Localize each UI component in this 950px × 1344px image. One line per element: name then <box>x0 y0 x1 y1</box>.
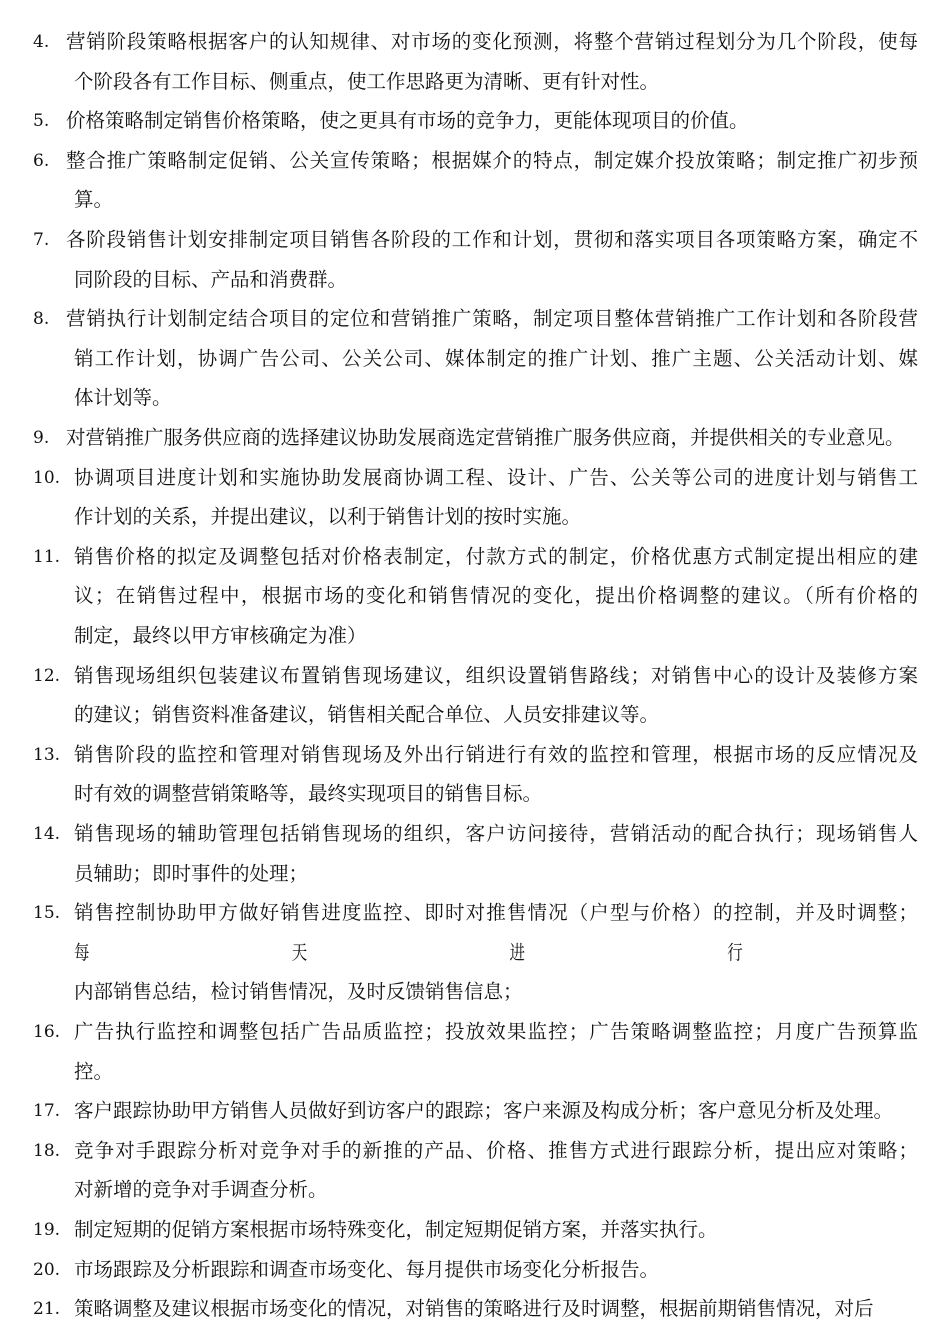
list-item-number: 20. <box>33 1259 61 1280</box>
list-item-text-line: 个阶段各有工作目标、侧重点，使工作思路更为清晰、更有针对性。 <box>74 69 660 93</box>
list-item-number: 21. <box>33 1299 61 1320</box>
list-item-text-line: 体计划等。 <box>74 386 172 410</box>
list-item-text-line: 营销阶段策略根据客户的认知规律、对市场的变化预测，将整个营销过程划分为几个阶段，使每 <box>66 30 919 53</box>
list-item-text-line: 内部销售总结，检讨销售情况，及时反馈销售信息； <box>74 980 523 1004</box>
list-item-number: 18. <box>33 1140 61 1161</box>
list-item-number: 19. <box>33 1220 61 1240</box>
list-item-text-line: 销售控制协助甲方做好销售进度监控、即时对推售情况（户型与价格）的控制，并及时调整； <box>74 901 920 925</box>
list-item-text-line: 对新增的竞争对手调查分析。 <box>74 1178 328 1202</box>
list-item-number: 6. <box>33 150 50 171</box>
list-item-text-line: 价格策略制定销售价格策略，使之更具有市场的竞争力，更能体现项目的价值。 <box>66 109 749 133</box>
list-item-number: 10. <box>33 467 61 488</box>
list-item-text-line: 客户跟踪协助甲方销售人员做好到访客户的跟踪；客户来源及构成分析；客户意见分析及处理。 <box>74 1099 894 1123</box>
list-item-number: 5. <box>33 111 50 132</box>
list-item-text-line: 协调项目进度计划和实施协助发展商协调工程、设计、广告、公关等公司的进度计划与销售工 <box>74 465 920 489</box>
list-item-text-line: 市场跟踪及分析跟踪和调查市场变化、每月提供市场变化分析报告。 <box>74 1257 660 1281</box>
list-item-text-line: 销售现场的辅助管理包括销售现场的组织，客户访问接待，营销活动的配合执行；现场销售人 <box>74 822 920 845</box>
list-item-number: 15. <box>33 903 61 924</box>
list-item-text-line: 时有效的调整营销策略等，最终实现项目的销售目标。 <box>74 782 543 806</box>
list-item-text-line: 竞争对手跟踪分析对竞争对手的新推的产品、价格、推售方式进行跟踪分析，提出应对策略； <box>74 1138 920 1162</box>
list-item-text-line: 议；在销售过程中，根据市场的变化和销售情况的变化，提出价格调整的建议。（所有价格的 <box>74 584 920 608</box>
list-item-number: 8. <box>33 309 50 330</box>
list-item-text-line: 销工作计划，协调广告公司、公关公司、媒体制定的推广计划、推广主题、公关活动计划、媒 <box>74 346 920 370</box>
list-item-number: 9. <box>33 428 50 448</box>
list-item-text-line: 整合推广策略制定促销、公关宣传策略；根据媒介的特点，制定媒介投放策略；制定推广初步预 <box>66 148 919 172</box>
list-item-text-line: 销售价格的拟定及调整包括对价格表制定，付款方式的制定，价格优惠方式制定提出相应的建 <box>74 544 920 568</box>
list-item-text-line: 员辅助；即时事件的处理； <box>74 861 309 885</box>
list-item-text-line: 各阶段销售计划安排制定项目销售各阶段的工作和计划，贯彻和落实项目各项策略方案，确定不 <box>66 228 919 251</box>
list-item-text-line: 销售阶段的监控和管理对销售现场及外出行销进行有效的监控和管理，根据市场的反应情况及 <box>74 742 920 766</box>
list-item-text-line: 营销执行计划制定结合项目的定位和营销推广策略，制定项目整体营销推广工作计划和各阶段营 <box>66 307 919 331</box>
list-item-number: 4. <box>33 32 50 52</box>
list-item-text-line: 的建议；销售资料准备建议，销售相关配合单位、人员安排建议等。 <box>74 703 660 727</box>
list-item-number: 13. <box>33 744 61 765</box>
list-item-text-line: 制定，最终以甲方审核确定为准） <box>74 624 367 647</box>
list-item-number: 7. <box>33 230 50 250</box>
list-item-text-line: 同阶段的目标、产品和消费群。 <box>74 267 348 291</box>
list-item-text-line: 控。 <box>74 1059 114 1083</box>
list-item-text-line: 算。 <box>74 188 114 212</box>
list-item-text-line: 广告执行监控和调整包括广告品质监控；投放效果监控；广告策略调整监控；月度广告预算监 <box>74 1020 920 1043</box>
list-item-text-line: 制定短期的促销方案根据市场特殊变化，制定短期促销方案，并落实执行。 <box>74 1218 718 1241</box>
list-item-number: 17. <box>33 1101 61 1122</box>
list-item-number: 12. <box>33 665 61 686</box>
list-item-number: 16. <box>33 1022 61 1042</box>
list-item-text-line: 销售现场组织包装建议布置销售现场建议，组织设置销售路线；对销售中心的设计及装修方案 <box>74 663 920 687</box>
list-item-text-line: 对营销推广服务供应商的选择建议协助发展商选定营销推广服务供应商，并提供相关的专业意见。 <box>66 426 905 449</box>
list-item-number: 11. <box>33 546 61 567</box>
list-item-text-line: 每天进行 <box>74 940 945 964</box>
list-item-number: 14. <box>33 824 61 844</box>
list-item-text-line: 作计划的关系，并提出建议，以利于销售计划的按时实施。 <box>74 505 582 529</box>
list-item-text-line: 策略调整及建议根据市场变化的情况，对销售的策略进行及时调整，根据前期销售情况，对后 <box>74 1297 874 1321</box>
